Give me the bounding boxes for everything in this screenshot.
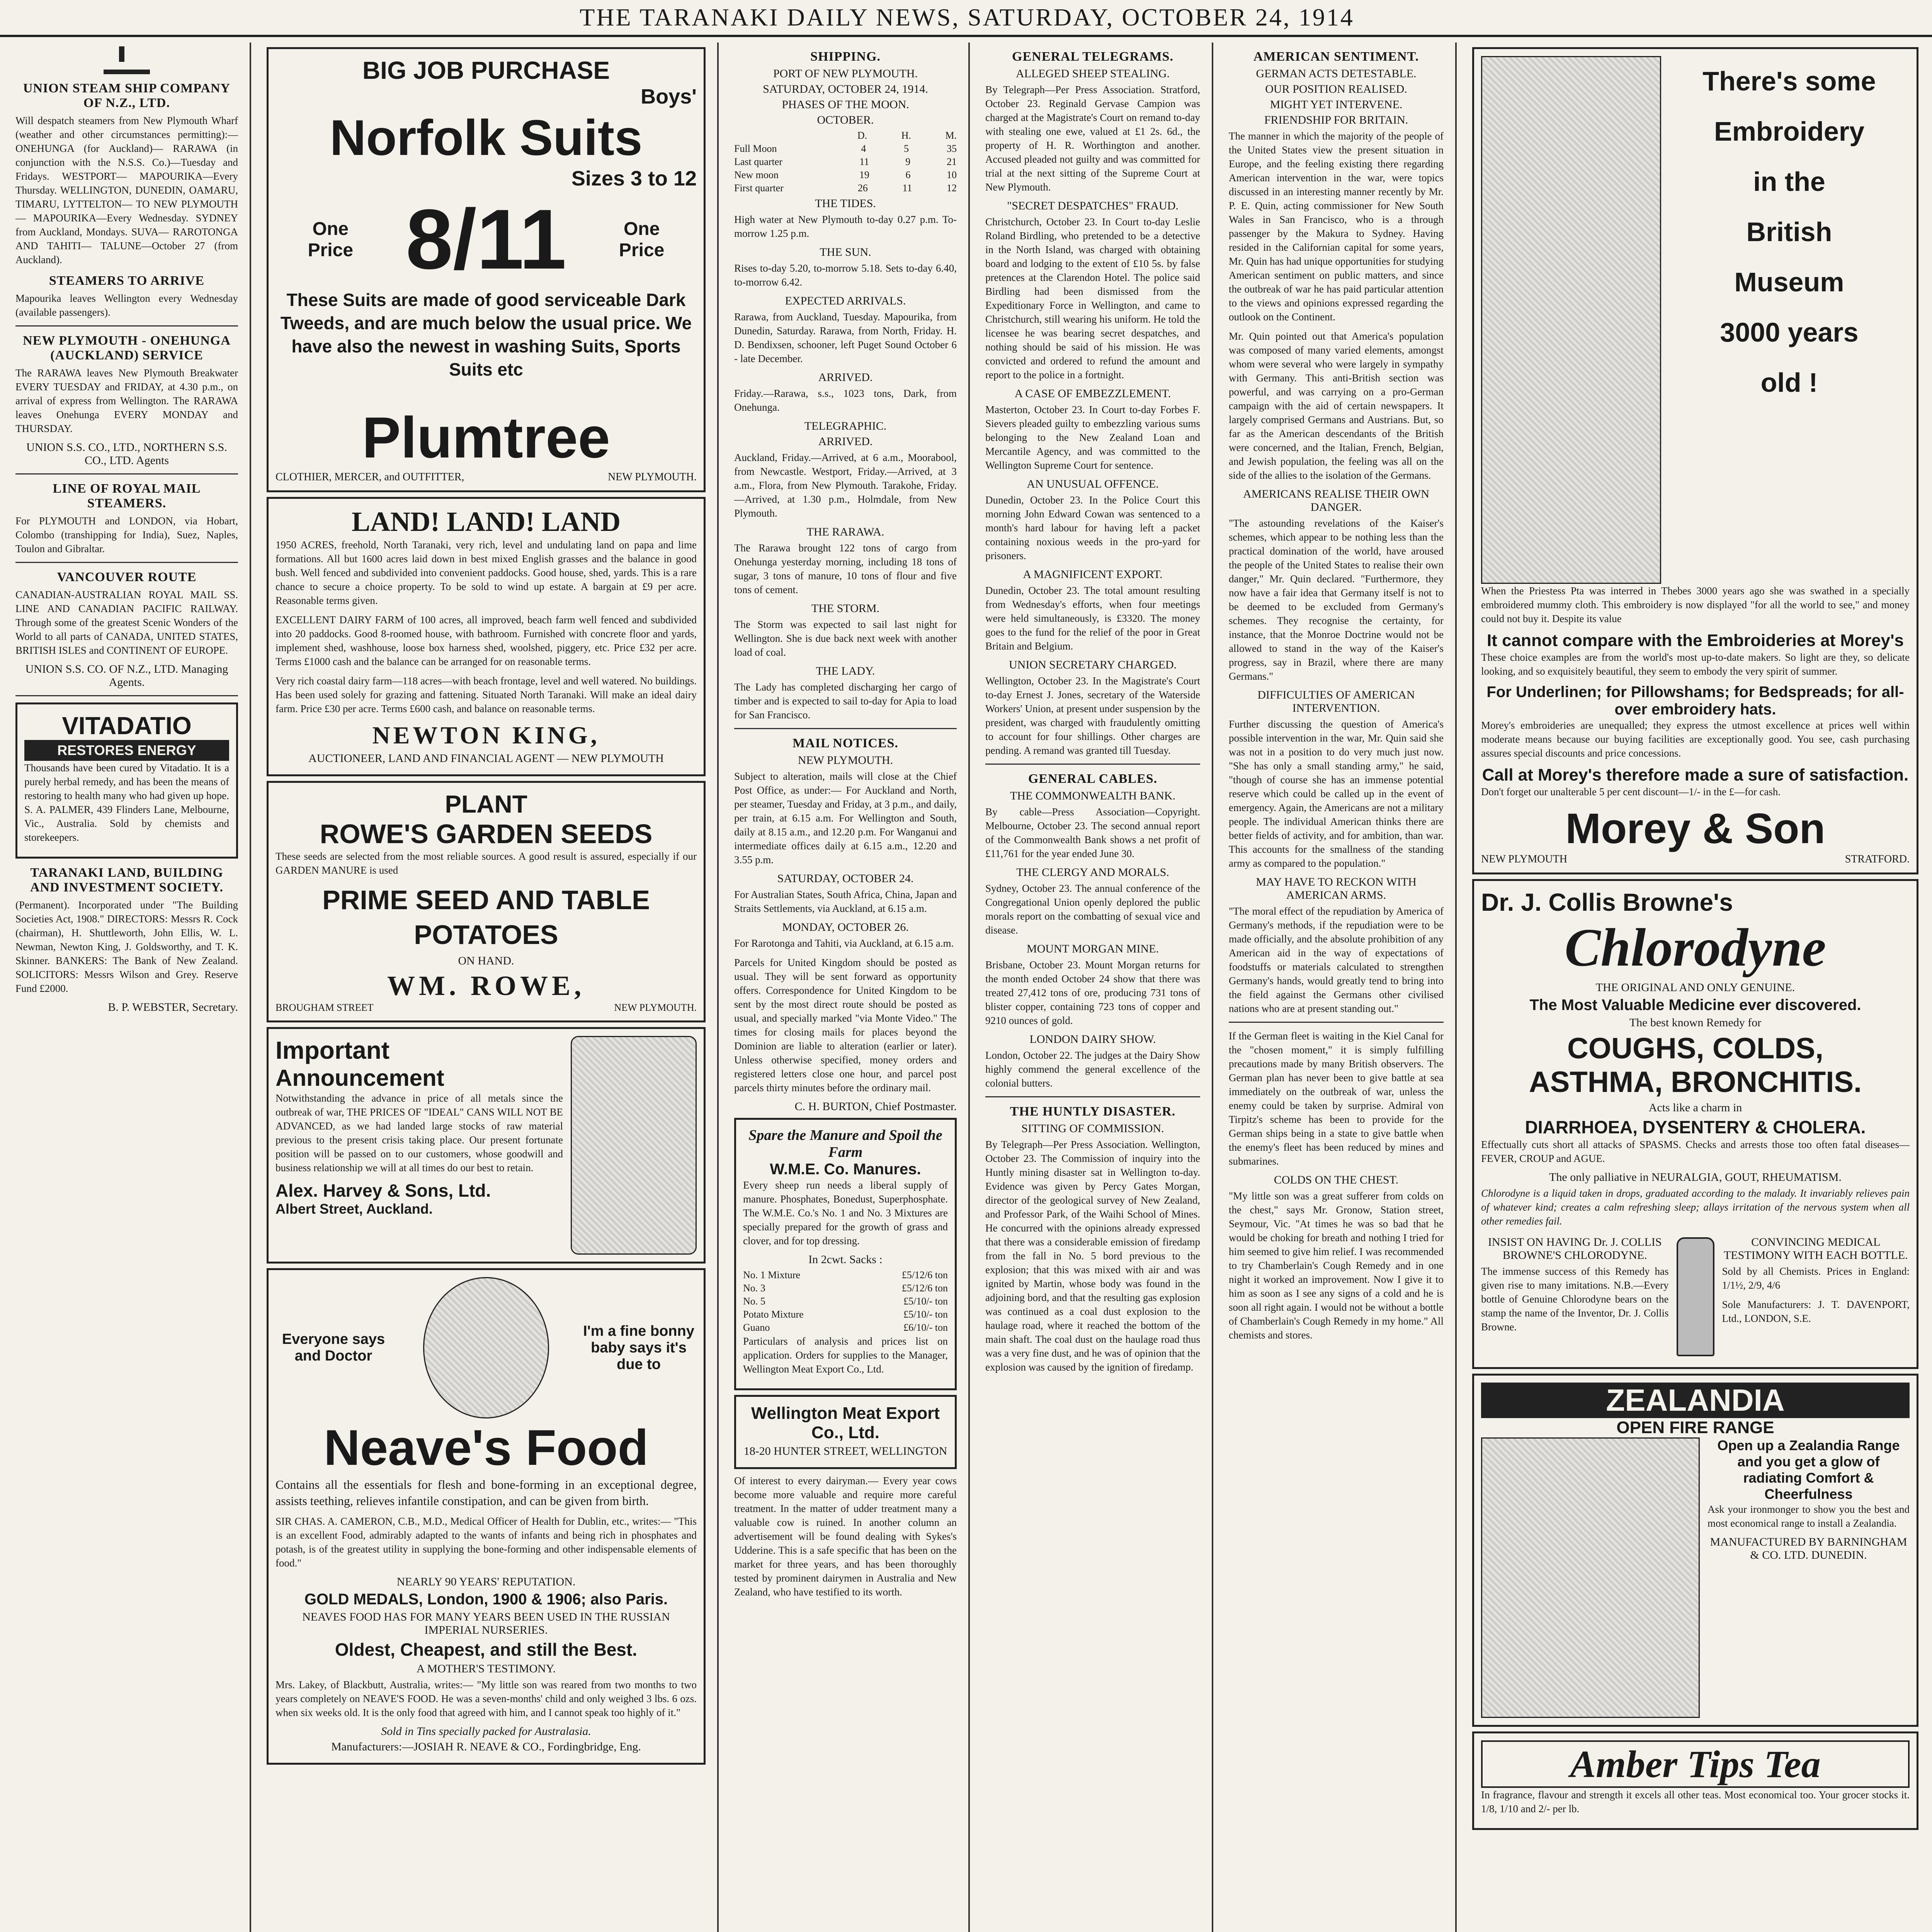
clergy-text: Sydney, October 23. The annual conference of the Congregational Union openly deplored the public morals report on the combatting of sexual vice and disease. bbox=[985, 883, 1200, 936]
manure-header: In 2cwt. Sacks : bbox=[808, 1253, 883, 1266]
rowe-line-left: BROUGHAM STREET bbox=[276, 1002, 374, 1013]
original: THE ORIGINAL AND ONLY GENUINE. bbox=[1595, 981, 1795, 994]
arrived2: ARRIVED. bbox=[818, 435, 873, 448]
secretary-text: Wellington, October 23. In the Magistrate's Court to-day Ernest J. Jones, secretary of the Waterside Workers' Union, at present under suspension by the president, was charged with fraudulently omitting to account for four shillings. Other charges are pending. A remand was granted till Tuesday. bbox=[985, 675, 1200, 756]
arrived2-text: Auckland, Friday.—Arrived, at 6 a.m., Moorabool, from Newcastle. Westport, Friday.—Arrived, at 3 a.m., Flora, from New Plymouth. Tarakohe, Friday.—Arrived, at 1.30 p.m., Holmdale, from New Plymouth. bbox=[734, 452, 957, 519]
important: Important bbox=[276, 1036, 390, 1064]
divider bbox=[15, 473, 238, 474]
zealandia-text-block bbox=[1708, 1437, 1910, 1718]
moon-row bbox=[734, 142, 957, 155]
magnificent-text: Dunedin, October 23. The total amount resulting from Wednesday's efforts, when four meetings were held simultaneously, is £3320. The money goes to the fund for the relief of the poor in Great Britain and Belgium. bbox=[985, 585, 1200, 652]
price: 8/11 bbox=[405, 192, 566, 287]
spasms: Effectually cuts short all attacks of SPASMS. Checks and arrests those too often fatal diseases—FEVER, CROUP and AGUE. bbox=[1481, 1139, 1910, 1164]
paragraph: "My little son was a great sufferer from colds on the chest," says Mr. Gronow, Station street, Seymour, Vic. "At times he was so bad that he would be choking for breath and nothing I tried for him seemed to give him relief. I was recommended to try Chamberlain's Cough Remedy and in one night it worked an improvement. Now I give it to him as soon as I see any signs of a cold and he is soon all right again. I would not be without a bottle of Chamberlain's Cough Remedy in my home." All chemists and stores. bbox=[1229, 1190, 1444, 1341]
taranaki-text: (Permanent). Incorporated under "The Building Societies Act, 1908." DIRECTORS: Messrs R. Cock (chairman), H. Shuttleworth, John Ellis, W. L. Newman, Newton King, J. Goldsworthy, and T. K. Skinner. BANKERS: The Bank of New Zealand. SOLICITORS: Messrs Wilson and Grey. Reserve Fund £2000. bbox=[15, 899, 238, 994]
testimony: A MOTHER'S TESTIMONY. bbox=[416, 1662, 556, 1675]
liquid: Chlorodyne is a liquid taken in drops, graduated according to the malady. It invariably relieves pain of whatever kind; creates a calm refreshing sleep; allays irritation of the nervous system when all other remedies fail. bbox=[1481, 1187, 1910, 1227]
land-text: 1950 ACRES, freehold, North Taranaki, very rich, level and undulating land on papa and lime formations. All but 1600 acres laid down in best mixed English grasses and the balance in good bush. Well fenced and subdivided into convenient paddocks. Good house, shed, yards. This is a rare chance to secure a choice property. To be sold to wind up estate. A bargain at £9 per acre. Reasonable terms given. bbox=[276, 539, 697, 606]
rowe-seeds: ROWE'S GARDEN SEEDS bbox=[320, 819, 653, 849]
friendship: FRIENDSHIP FOR BRITAIN. bbox=[1264, 114, 1408, 126]
saturday-text: For Australian States, South Africa, China, Japan and Straits Settlements, via Auckland, at 6.15 a.m. bbox=[734, 889, 957, 914]
dairyman-text: Of interest to every dairyman.— Every year cows become more valuable and require more careful treatment. In the matter of udder treatment many a valuable cow is ruined. In another column an advertisement will be found dealing with Sykes's Udderine. This is a safe specific that has been on the market for three years, and has been thoroughly tested by prominent dairymen in Australia and New Zealand, who have testified to its worth. bbox=[734, 1475, 957, 1598]
palliative: The only palliative in NEURALGIA, GOUT, RHEUMATISM. bbox=[1549, 1171, 1842, 1184]
american-title: AMERICAN SENTIMENT. bbox=[1253, 49, 1419, 64]
moon-cell: Full Moon bbox=[734, 143, 777, 154]
column-american-sentiment bbox=[1217, 43, 1457, 1932]
taranaki-title: TARANAKI LAND, BUILDING AND INVESTMENT SOCIETY. bbox=[30, 866, 224, 895]
lady-text: The Lady has completed discharging her cargo of timber and is expected to sail to-day for Apia to load for San Francisco. bbox=[734, 681, 957, 721]
storm-text: The Storm was expected to sail last night for Wellington. She is due back next week with another load of coal. bbox=[734, 619, 957, 658]
everyone: Everyone says and Doctor bbox=[282, 1331, 385, 1364]
land-title: LAND! LAND! LAND bbox=[352, 506, 621, 537]
dairy-show-text: London, October 22. The judges at the Dairy Show highly commend the general excellence of the colonial butters. bbox=[985, 1049, 1200, 1089]
newton-king: NEWTON KING, bbox=[372, 721, 600, 749]
charm: Acts like a charm in bbox=[1648, 1101, 1742, 1114]
rowe-line bbox=[276, 1002, 697, 1014]
convincing: CONVINCING MEDICAL TESTIMONY WITH EACH BOTTLE. bbox=[1723, 1236, 1908, 1262]
known: The best known Remedy for bbox=[1629, 1016, 1762, 1029]
manure-name: No. 1 Mixture bbox=[743, 1269, 801, 1281]
divider bbox=[734, 728, 957, 729]
morey-right: STRATFORD. bbox=[1845, 853, 1910, 865]
bottle-illustration bbox=[1677, 1237, 1714, 1356]
divider bbox=[1229, 1022, 1444, 1023]
intervene: MIGHT YET INTERVENE. bbox=[1270, 98, 1403, 111]
morey-name: Morey & Son bbox=[1565, 805, 1825, 852]
divider bbox=[15, 562, 238, 563]
arrived: ARRIVED. bbox=[818, 371, 873, 384]
range-illustration bbox=[1481, 1437, 1700, 1718]
column-telegrams bbox=[974, 43, 1213, 1932]
plumtree-line-right: NEW PLYMOUTH. bbox=[607, 471, 697, 483]
sold: Sold by all Chemists. Prices in England: 1/1½, 2/9, 4/6 bbox=[1722, 1265, 1910, 1291]
position: OUR POSITION REALISED. bbox=[1265, 83, 1407, 95]
wme-title: W.M.E. Co. Manures. bbox=[770, 1161, 921, 1178]
diarrhoea: DIARRHOEA, DYSENTERY & CHOLERA. bbox=[1525, 1117, 1866, 1137]
insist-block bbox=[1481, 1233, 1669, 1360]
boys: Boys' bbox=[641, 85, 697, 108]
moon-cell: First quarter bbox=[734, 182, 784, 194]
burton: C. H. BURTON, Chief Postmaster. bbox=[794, 1100, 957, 1113]
realise-title: AMERICANS REALISE THEIR OWN DANGER. bbox=[1243, 488, 1429, 514]
storm: THE STORM. bbox=[811, 602, 880, 615]
october: OCTOBER. bbox=[817, 114, 874, 126]
morgan-title: MOUNT MORGAN MINE. bbox=[1027, 942, 1159, 955]
vitadatio-sub: RESTORES ENERGY bbox=[24, 740, 229, 761]
column-large-ads bbox=[1461, 43, 1930, 1932]
big-job: BIG JOB PURCHASE bbox=[362, 56, 610, 84]
manure-name: No. 5 bbox=[743, 1296, 765, 1307]
russian: NEAVES FOOD HAS FOR MANY YEARS BEEN USED IN THE RUSSIAN IMPERIAL NURSERIES. bbox=[302, 1611, 670, 1636]
vancouver-text: CANADIAN-AUSTRALIAN ROYAL MAIL SS. LINE AND CANADIAN PACIFIC RAILWAY. Through some of the greatest Scenic Wonders of the World to all parts of CANADA, UNITED STATES, BRITISH ISLES and CONTINENT OF EUROPE. bbox=[15, 589, 238, 656]
secretary-title: UNION SECRETARY CHARGED. bbox=[1009, 658, 1177, 671]
union-managing: UNION S.S. CO. OF N.Z., LTD. Managing Agents. bbox=[25, 663, 228, 689]
chlorodyne-footer bbox=[1481, 1233, 1910, 1360]
divider bbox=[15, 325, 238, 327]
announcement: Announcement bbox=[276, 1065, 444, 1091]
sun-text: Rises to-day 5.20, to-morrow 5.18. Sets to-day 6.40, to-morrow 6.42. bbox=[734, 262, 957, 288]
moon-cell: 21 bbox=[946, 156, 957, 167]
paragraph: Further discussing the question of America's possible intervention in the war, Mr. Quin said she was not in a position to do very much just now. "She has only a small standing army," he said, "though of course she has an immense potential reserve which could be called up in the event of emergency. Again, the Americans are not a military people. The individual American thinks there are better fields of activity, and for ambition, than war. This accounts for the smallness of the standing army as compared to the population." bbox=[1229, 718, 1444, 869]
moon-cell: 11 bbox=[902, 182, 912, 194]
asthma: ASTHMA, BRONCHITIS. bbox=[1529, 1066, 1862, 1099]
testimony-text: Mrs. Lakey, of Blackbutt, Australia, writes:— "My little son was reared from two months to two years completely on NEAVE'S FOOD. He was a seven-months' child and only weighed 3 lbs. 6 ozs. when six weeks old. It is the only food that agreed with him, and I cannot speak too highly of it." bbox=[276, 1679, 697, 1718]
commonwealth-title: THE COMMONWEALTH BANK. bbox=[1010, 789, 1176, 802]
manure-row bbox=[743, 1321, 948, 1334]
morey-ad bbox=[1472, 47, 1918, 874]
morey-header bbox=[1481, 56, 1910, 584]
despatches-title: "SECRET DESPATCHES" FRAUD. bbox=[1007, 199, 1179, 212]
ladies-illustration bbox=[1481, 56, 1661, 584]
sheep-title: ALLEGED SHEEP STEALING. bbox=[1015, 67, 1170, 80]
one-price-right: One Price bbox=[619, 218, 665, 260]
harvey-ad bbox=[267, 1027, 706, 1264]
wm-rowe: WM. ROWE, bbox=[387, 970, 585, 1001]
gold: GOLD MEDALS, London, 1900 & 1906; also Paris. bbox=[304, 1591, 668, 1608]
neaves-title: Neave's Food bbox=[323, 1419, 649, 1476]
manure-row bbox=[743, 1308, 948, 1321]
shipping-title: SHIPPING. bbox=[810, 49, 881, 64]
manure-name: Guano bbox=[743, 1322, 770, 1333]
wme-text: Every sheep run needs a liberal supply of manure. Phosphates, Bonedust, Superphosphate. The W.M.E. Co.'s No. 1 and No. 3 Mixtures are specially prepared for the growth of grass and clover, and for top dressing. bbox=[743, 1179, 948, 1247]
embroidery-line: Embroidery bbox=[1714, 116, 1864, 146]
neave-co: Manufacturers:—JOSIAH R. NEAVE & CO., Fordingbridge, Eng. bbox=[331, 1740, 641, 1753]
amber-ad bbox=[1472, 1731, 1918, 1830]
manure-price: £5/10/- ton bbox=[903, 1296, 948, 1307]
announce-text: Notwithstanding the advance in price of all metals since the outbreak of war, THE PRICES OF "IDEAL" CANS WILL NOT BE ADVANCED, as we had landed large stocks of raw material previous to the present crisis taking place. Our present fortunate position will be passed on to our customers, whose goodwill and business relationship we will at all times do our best to retain. bbox=[276, 1092, 563, 1173]
zealandia: ZEALANDIA bbox=[1481, 1383, 1910, 1418]
phases: PHASES OF THE MOON. bbox=[782, 98, 909, 111]
moon-row bbox=[734, 182, 957, 195]
moon-row bbox=[734, 168, 957, 182]
mail-text: Subject to alteration, mails will close at the Chief Post Office, as under:— For Auckland and North, per steamer, Tuesday and Friday, at 3 p.m., and daily, per train, at 6.15 a.m. For Wellington and South, daily at 8.15 a.m., and 12.20 p.m. For Wanganui and intermediate offices daily at 6.15 a.m., 12.20 and 3.55 p.m. bbox=[734, 770, 957, 866]
moon-header-cell: H. bbox=[901, 130, 911, 141]
embezzlement-text: Masterton, October 23. In Court to-day Forbes F. Sievers pleaded guilty to embezzling various sums belonging to the New Zealand Loan and Mercantile Agency, and was committed to the Wellington Supreme Court for sentence. bbox=[985, 404, 1200, 471]
expected: EXPECTED ARRIVALS. bbox=[785, 294, 906, 307]
dairy-show-title: LONDON DAIRY SHOW. bbox=[1029, 1033, 1156, 1046]
lady: THE LADY. bbox=[816, 665, 875, 677]
plumtree-line-left: CLOTHIER, MERCER, and OUTFITTER, bbox=[276, 471, 464, 483]
prime-seed: PRIME SEED AND TABLE POTATOES bbox=[322, 885, 650, 950]
divider bbox=[15, 695, 238, 696]
land-ad bbox=[267, 497, 706, 776]
arrive-title: STEAMERS TO ARRIVE bbox=[49, 274, 205, 288]
union-text: Will despatch steamers from New Plymouth Wharf (weather and other circumstances permitting):— ONEHUNGA (for Auckland)— RARAWA (in conjunction with the N.S.S. Co.)—Tuesday and Fridays. WESTPORT— MAPOURIKA—Every Thursday. WELLINGTON, DUNEDIN, OAMARU, TIMARU, LYTTELTON— TO NEW PLYMOUTH— MAPOURIKA—Every Wednesday. SYDNEY from Auckland, Mondays. SUVA— RAROTONGA AND TAHITI— TALUNE—October 27 (from Auckland). bbox=[15, 115, 238, 265]
manure-price: £6/10/- ton bbox=[903, 1322, 948, 1333]
onehunga-title: NEW PLYMOUTH - ONEHUNGA (AUCKLAND) SERVICE bbox=[23, 333, 231, 362]
moon-cell: New moon bbox=[734, 169, 779, 180]
column-shipping-ads bbox=[4, 43, 251, 1932]
cables-title: GENERAL CABLES. bbox=[1028, 772, 1158, 786]
manure-name: No. 3 bbox=[743, 1282, 765, 1294]
underlinen: For Underlinen; for Pillowshams; for Bedspreads; for all-over embroidery hats. bbox=[1486, 684, 1904, 718]
plumtree: Plumtree bbox=[362, 405, 610, 470]
expected-text: Rarawa, from Auckland, Tuesday. Mapourika, from Dunedin, Saturday. Rarawa, from North, Friday. H. D. Bendixsen, schooner, left Puget Sound October 6 - late December. bbox=[734, 311, 957, 364]
manure-footer: Particulars of analysis and prices list on application. Orders for supplies to the Manager, Wellington Meat Export Co., Ltd. bbox=[743, 1335, 948, 1375]
harvey-addr: Albert Street, Auckland. bbox=[276, 1201, 433, 1217]
steamship-icon bbox=[104, 46, 150, 74]
union-title: UNION STEAM SHIP COMPANY OF N.Z., LTD. bbox=[23, 81, 231, 110]
commission-title: SITTING OF COMMISSION. bbox=[1021, 1122, 1164, 1135]
mail-title: MAIL NOTICES. bbox=[793, 736, 898, 750]
convincing-block bbox=[1722, 1233, 1910, 1360]
cameron: SIR CHAS. A. CAMERON, C.B., M.D., Medical Officer of Health for Dublin, etc., writes:— "This is an excellent Food, admirably adapted to the wants of infants and being rich in phosphates and potash, is of the greatest utility in supplying the bone-forming and other indispensable elements of food." bbox=[276, 1515, 697, 1569]
sizes: Sizes 3 to 12 bbox=[571, 167, 697, 190]
vitadatio-title: VITADATIO bbox=[62, 712, 192, 740]
paragraph: The manner in which the majority of the people of the United States view the present situation in Europe, and the feeling existing there regarding American intervention in the war, were topics discussed in an interesting manner recently by Mr. P. E. Quin, acting commissioner for New South Wales in San Francisco, who is a through passenger by the Makura to Sydney. Having resided in the Californian capital for some years, Mr. Quin has had unique opportunities for studying American sentiment on public matters, and since the outbreak of war he has paid particular attention to the views and opinions expressed regarding the outlook on the Continent. bbox=[1229, 130, 1444, 323]
spare-title: Spare the Manure and Spoil the Farm bbox=[748, 1127, 942, 1160]
coughs: COUGHS, COLDS, bbox=[1567, 1032, 1823, 1065]
bonny: I'm a fine bonny baby says it's due to bbox=[583, 1323, 694, 1372]
moon-cell: 26 bbox=[857, 182, 868, 194]
moon-cell: Last quarter bbox=[734, 156, 782, 167]
valuable: The Most Valuable Medicine ever discovered. bbox=[1529, 997, 1861, 1014]
arrive-text: Mapourika leaves Wellington every Wednesday (available passengers). bbox=[15, 293, 238, 318]
manufacturers: Sole Manufacturers: J. T. DAVENPORT, Ltd., LONDON, S.E. bbox=[1722, 1299, 1910, 1324]
baby-illustration bbox=[423, 1277, 549, 1418]
tides-text: High water at New Plymouth to-day 0.27 p.m. To-morrow 1.25 p.m. bbox=[734, 214, 957, 239]
on-hand: ON HAND. bbox=[458, 954, 514, 967]
embroidery-line: old ! bbox=[1760, 367, 1818, 398]
colds-title: COLDS ON THE CHEST. bbox=[1274, 1173, 1399, 1186]
wellington-meat: Wellington Meat Export Co., Ltd. bbox=[751, 1404, 940, 1442]
paragraph: "The moral effect of the repudiation by America of Germany's methods, if the repudiation were to be made officially, and the absolute prohibition of any American aid in the way of expectations of foodstuffs or materials calculated to strengthen Germany's hands, would greatly tend to bring into the field against the Germans other civilised nations who are at present standing out." bbox=[1229, 905, 1444, 1014]
masthead: THE TARANAKI DAILY NEWS, SATURDAY, OCTOBER 24, 1914 bbox=[0, 0, 1932, 37]
rarawa-text: The Rarawa brought 122 tons of cargo from Onehunga yesterday morning, including 18 tons of sugar, 3 tons of manure, 10 tons of flour and five tons of cement. bbox=[734, 542, 957, 595]
manure-row bbox=[743, 1282, 948, 1295]
insist-text: The immense success of this Remedy has given rise to many imitations. N.B.—Every bottle of Genuine Chlorodyne bears on the stamp the name of the Inventor, Dr. J. Collis Browne. bbox=[1481, 1265, 1669, 1333]
paragraph: If the German fleet is waiting in the Kiel Canal for the "chosen moment," it is simply fulfilling precautions made by many British observers. The German plan has never been to give battle at sea immediately on the outbreak of war, unless the enemy could be taken by surprise. Admiral von Tirpitz's scheme has been to provide for the German ships being in a state to give battle when the enemy's fleet has been reduced by mines and submarines. bbox=[1229, 1030, 1444, 1167]
rowe-ad bbox=[267, 781, 706, 1022]
monday: MONDAY, OCTOBER 26. bbox=[782, 921, 909, 934]
choice-text: These choice examples are from the world's most up-to-date makers. So light are they, so delicate looking, and so exquisitely beautiful, they seem to embody the very spirit of summer. bbox=[1481, 651, 1910, 677]
rowe-line-right: NEW PLYMOUTH. bbox=[614, 1002, 697, 1013]
morey-left: NEW PLYMOUTH bbox=[1481, 853, 1568, 865]
zealandia-body bbox=[1481, 1437, 1910, 1718]
column-shipping-news bbox=[723, 43, 970, 1932]
despatches-text: Christchurch, October 23. In Court to-day Leslie Roland Birdling, who pretended to be a detective in the North Island, was charged with obtaining board and lodging to the extent of £10 5s. by false pretences at the Clarendon Hotel. The police said Birdling had been dismissed from the Expeditionary Force in Wellington, and came to Christchurch, still wearing his uniform. He told the licensee he was bearing secret despatches, and nothing should be said of his mission. He was convicted and ordered to refund the amount and report to the police in a fortnight. bbox=[985, 216, 1200, 381]
neaves-text: Contains all the essentials for flesh and bone-forming in an exceptional degree, assists teething, relieves infantile constipation, and can be given from birth. bbox=[276, 1478, 697, 1508]
sold-tins: Sold in Tins specially packed for Australasia. bbox=[381, 1725, 591, 1738]
manure-price: £5/12/6 ton bbox=[901, 1282, 948, 1294]
manure-name: Potato Mixture bbox=[743, 1309, 804, 1320]
moon-header-cell bbox=[734, 129, 823, 142]
milk-can-illustration bbox=[571, 1036, 697, 1255]
embezzlement-title: A CASE OF EMBEZZLEMENT. bbox=[1014, 387, 1171, 400]
huntly-text: By Telegraph—Per Press Association. Wellington, October 23. The Commission of inquiry into the Huntly mining disaster sat in Wellington to-day. Evidence was given by Percy Gates Morgan, director of the geological survey of New Zealand, and Professor Park, of the Waihi School of Mines. He concurred with the opinions already expressed that there was a considerable emission of firedamp from the fall in No. 5 bord previous to the explosion; that this was mixed with air and was ignited by Martin, whose body was found in the adjoining bord, and that the resulting gas explosion was continued as a coal dust explosion to the haulage road, where it reached the bottom of the main shaft. The coal dust on the haulage road thus was a very fine dust, and he was of opinion that the explosion was caused by the ignition of firedamp. bbox=[985, 1139, 1200, 1373]
difficulties-title: DIFFICULTIES OF AMERICAN INTERVENTION. bbox=[1257, 689, 1415, 714]
morey-headline bbox=[1669, 56, 1910, 584]
compare: It cannot compare with the Embroideries at Morey's bbox=[1487, 631, 1904, 650]
plumtree-line bbox=[276, 471, 697, 483]
call: Call at Morey's therefore made a sure of satisfaction. bbox=[1482, 765, 1909, 784]
norfolk-ad bbox=[267, 47, 706, 492]
vitadatio-text: Thousands have been cured by Vitadatio. It is a purely herbal remedy, and has been the means of restoring to health many who had given up hope. S. A. PALMER, 439 Flinders Lane, Melbourne, Vic., Australia. Sold by chemists and storekeepers. bbox=[24, 762, 229, 843]
parcels-text: Parcels for United Kingdom should be posted as usual. They will be sent forward as opportunity offers. Correspondence for United Kingdom to be sent by the most direct route should be posted as usual, and specially marked "via Monte Video." The times for closing mails for places beyond the Dominion are liable to alteration (earlier or later). Unless otherwise specified, money orders and registered letters close one hour, and parcel post parcels thirty minutes before the ordinary mail. bbox=[734, 957, 957, 1094]
insist: INSIST ON HAVING Dr. J. COLLIS BROWNE'S CHLORODYNE. bbox=[1488, 1236, 1662, 1262]
paragraph: "The astounding revelations of the Kaiser's schemes, which appear to be nothing less than the practical domination of the world, have aroused the people of the United States to realise their own danger," Mr. Quin declared. "Furthermore, they now have a fair idea that Germany itself is not to be deemed to be excluded from Germany's schemes. They recognise the certainty, for instance, that the Monroe Doctrine would not be allowed to stand in the way of the Kaiser's progress, say in Brazil, where there are many Germans." bbox=[1229, 517, 1444, 682]
royal-text: For PLYMOUTH and LONDON, via Hobart, Colombo (transhipping for India), Suez, Naples, Toulon and Gibraltar. bbox=[15, 515, 238, 554]
date: SATURDAY, OCTOBER 24, 1914. bbox=[763, 83, 928, 95]
union-agents: UNION S.S. CO., LTD., NORTHERN S.S. CO., LTD. Agents bbox=[26, 441, 227, 467]
priestess-text: When the Priestess Pta was interred in Thebes 3000 years ago she was swathed in a specially embroidered mummy cloth. This embroidery is now displayed "for all the world to see," and money could not buy it. Despite its value bbox=[1481, 585, 1910, 624]
discount: Don't forget our unalterable 5 per cent discount—1/- in the £—for cash. bbox=[1481, 786, 1781, 798]
norfolk-title: Norfolk Suits bbox=[330, 109, 643, 166]
commonwealth-text: By cable—Press Association—Copyright. Melbourne, October 23. The second annual report of the Commonwealth Bank shows a net profit of £11,761 for the year ended June 30. bbox=[985, 806, 1200, 859]
embroidery-line: British bbox=[1746, 217, 1832, 247]
coast-text: Very rich coastal dairy farm—118 acres—with beach frontage, level and well watered. No buildings. Has been used solely for grazing and fattening. Situated North Taranaki. Will make an ideal dairy farm. Price £30 per acre. Terms £600 cash, and balance on reasonable terms. bbox=[276, 675, 697, 714]
wellington-addr: 18-20 HUNTER STREET, WELLINGTON bbox=[743, 1445, 947, 1458]
manure-price: £5/10/- ton bbox=[903, 1309, 948, 1320]
unequalled: Morey's embroideries are unequalled; they express the utmost excellence at prices well within moderate means because our buying facilities are exceptionally good. You see, cash purchasing assures special discounts and price concessions. bbox=[1481, 719, 1910, 759]
zealandia-text: Open up a Zealandia Range and you get a glow of radiating Comfort & Cheerfulness bbox=[1717, 1437, 1900, 1502]
moon-cell: 35 bbox=[946, 143, 957, 154]
unusual-text: Dunedin, October 23. In the Police Court this morning John Edward Cowan was sentenced to a month's hard labour for having left a packet containing noxious weeds in the pro-yard for prisoners. bbox=[985, 494, 1200, 561]
wellington-meat-ad bbox=[734, 1395, 957, 1469]
manure-row bbox=[743, 1269, 948, 1282]
sheep-text: By Telegraph—Per Press Association. Stratford, October 23. Reginald Gervase Campion was charged at the Magistrate's Court on remand to-day with stealing one ewe, valued at £1 2s. 6d., the property of H. R. Worthington and another. Accused pleaded not guilty and was committed for trial at the next sitting of the Supreme Court at New Plymouth. bbox=[985, 84, 1200, 193]
moon-header-row bbox=[734, 129, 957, 142]
neaves-header bbox=[276, 1277, 697, 1418]
chlorodyne-ad bbox=[1472, 879, 1918, 1369]
clergy-title: THE CLERGY AND MORALS. bbox=[1016, 866, 1169, 879]
embroidery-line: in the bbox=[1753, 167, 1825, 197]
divider bbox=[985, 764, 1200, 765]
nearly: NEARLY 90 YEARS' REPUTATION. bbox=[396, 1575, 576, 1588]
barningham: MANUFACTURED BY BARNINGHAM & CO. LTD. DUNEDIN. bbox=[1710, 1536, 1907, 1561]
collis: Dr. J. Collis Browne's bbox=[1481, 888, 1733, 916]
harvey-text-block bbox=[276, 1036, 563, 1255]
amber-text: In fragrance, flavour and strength it excels all other teas. Most economical too. Your grocer stocks it. 1/8, 1/10 and 2/- per lb. bbox=[1481, 1789, 1910, 1815]
embroidery-line: There's some bbox=[1702, 66, 1876, 96]
moon-header-cell: D. bbox=[857, 130, 867, 141]
moon-cell: 12 bbox=[946, 182, 957, 194]
port: PORT OF NEW PLYMOUTH. bbox=[773, 67, 918, 80]
oldest: Oldest, Cheapest, and still the Best. bbox=[335, 1639, 638, 1660]
morgan-text: Brisbane, October 23. Mount Morgan returns for the month ended October 24 show that there was treated 27,412 tons of ore, producing 731 tons of blister copper, containing 723 tons of copper and 9210 ounces of gold. bbox=[985, 959, 1200, 1026]
moon-cell: 6 bbox=[905, 169, 911, 180]
neaves-ad bbox=[267, 1268, 706, 1765]
embroidery-line: 3000 years bbox=[1720, 317, 1859, 347]
manure-price: £5/12/6 ton bbox=[901, 1269, 948, 1281]
amber: Amber Tips Tea bbox=[1481, 1740, 1910, 1788]
paragraph: Mr. Quin pointed out that America's population was composed of many varied elements, amongst whom were several who were largely in sympathy with Germany. This anti-British section was powerful, and was carrying on a pro-German campaign with the aid of certain newspapers. It largely comprised Germans and Austrians. But, so far as the American descendants of the British were concerned, and the Italian, French, Belgian, and Jewish population, the feeling was all on the side of the allies to the isolation of the Germans. bbox=[1229, 330, 1444, 481]
vancouver-title: VANCOUVER ROUTE bbox=[57, 570, 197, 584]
tides: THE TIDES. bbox=[815, 197, 876, 210]
dairy-text: EXCELLENT DAIRY FARM of 100 acres, all improved, beach farm well fenced and subdivided into 20 paddocks. Good 8-roomed house, with bathroom. Furnished with concrete floor and yards, implement shed, washhouse, loose box harness shed, woolshed, piggery, etc. Price £32 per acre. Terms £1000 cash and the balance can be arranged for on reasonable terms. bbox=[276, 614, 697, 667]
webster: B. P. WEBSTER, Secretary. bbox=[108, 1001, 238, 1014]
newton-line: AUCTIONEER, LAND AND FINANCIAL AGENT — NEW PLYMOUTH bbox=[308, 752, 664, 765]
general-title: GENERAL TELEGRAMS. bbox=[1012, 49, 1173, 64]
divider bbox=[985, 1096, 1200, 1097]
detestable: GERMAN ACTS DETESTABLE. bbox=[1256, 67, 1417, 80]
mail-sub: NEW PLYMOUTH. bbox=[798, 754, 893, 767]
moon-cell: 10 bbox=[946, 169, 957, 180]
magnificent-title: A MAGNIFICENT EXPORT. bbox=[1023, 568, 1163, 581]
zealandia-ask: Ask your ironmonger to show you the best and most economical range to install a Zealandia. bbox=[1708, 1503, 1910, 1529]
moon-cell: 5 bbox=[904, 143, 909, 154]
moon-cell: 19 bbox=[859, 169, 869, 180]
moon-cell: 4 bbox=[861, 143, 866, 154]
telegraphic: TELEGRAPHIC. bbox=[804, 420, 887, 432]
moon-cell: 11 bbox=[859, 156, 869, 167]
huntly-title: THE HUNTLY DISASTER. bbox=[1010, 1104, 1176, 1119]
plant: PLANT bbox=[445, 790, 527, 818]
reckon-title: MAY HAVE TO RECKON WITH AMERICAN ARMS. bbox=[1256, 876, 1417, 901]
zealandia-ad bbox=[1472, 1374, 1918, 1727]
moon-cell: 9 bbox=[905, 156, 911, 167]
chlorodyne: Chlorodyne bbox=[1565, 918, 1826, 978]
open-fire: OPEN FIRE RANGE bbox=[1616, 1418, 1774, 1437]
harvey-name: Alex. Harvey & Sons, Ltd. bbox=[276, 1180, 491, 1201]
moon-row bbox=[734, 155, 957, 168]
price-row bbox=[276, 190, 697, 288]
suits-text: These Suits are made of good serviceable Dark Tweeds, and are much below the usual price. We have also the newest in washing Suits, Sports Suits etc bbox=[280, 290, 692, 379]
rarawa: THE RARAWA. bbox=[806, 526, 884, 538]
vitadatio-ad bbox=[15, 702, 238, 859]
sun: THE SUN. bbox=[820, 246, 871, 259]
morey-line bbox=[1481, 853, 1910, 866]
monday-text: For Rarotonga and Tahiti, via Auckland, at 6.15 a.m. bbox=[734, 937, 954, 949]
embroidery-line: Museum bbox=[1734, 267, 1844, 297]
one-price-left: One Price bbox=[308, 218, 354, 260]
royal-title: LINE OF ROYAL MAIL STEAMERS. bbox=[53, 481, 201, 510]
unusual-title: AN UNUSUAL OFFENCE. bbox=[1027, 478, 1159, 490]
arrived-text: Friday.—Rarawa, s.s., 1023 tons, Dark, from Onehunga. bbox=[734, 388, 957, 413]
column-display-ads bbox=[255, 43, 719, 1932]
manure-ad bbox=[734, 1118, 957, 1390]
saturday: SATURDAY, OCTOBER 24. bbox=[777, 872, 914, 885]
manure-row bbox=[743, 1295, 948, 1308]
seeds-text: These seeds are selected from the most reliable sources. A good result is assured, especially if our GARDEN MANURE is used bbox=[276, 850, 697, 876]
moon-header-cell: M. bbox=[945, 130, 957, 141]
onehunga-text: The RARAWA leaves New Plymouth Breakwater EVERY TUESDAY and FRIDAY, at 4.30 p.m., on arrival of express from Wellington. The RARAWA leaves Onehunga EVERY MONDAY and THURSDAY. bbox=[15, 367, 238, 434]
